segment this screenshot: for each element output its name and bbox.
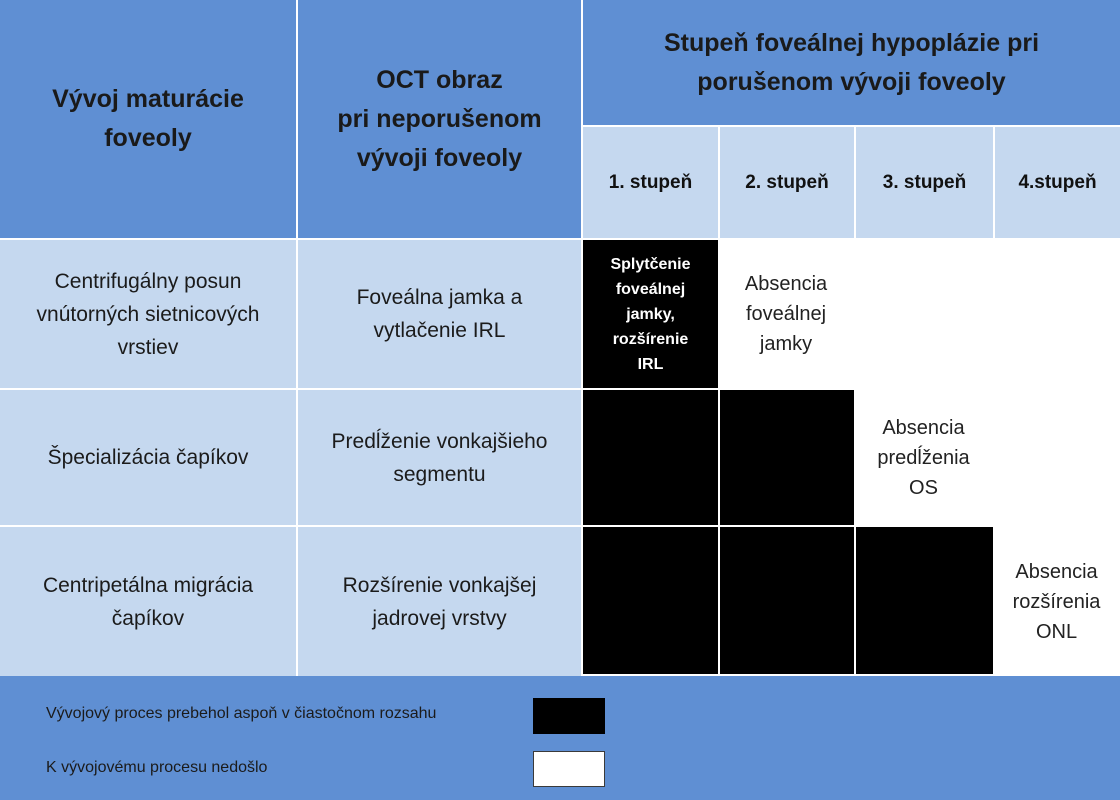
- legend-swatch-empty: [533, 751, 605, 787]
- legend-label-empty: K vývojovému procesu nedošlo: [46, 759, 268, 776]
- row3-absence-cell: Absencia rozšírenia ONL: [993, 527, 1120, 676]
- row2-oct: Predĺženie vonkajšieho segmentu: [298, 390, 581, 525]
- row1-oct: Foveálna jamka a vytlačenie IRL: [298, 240, 581, 388]
- row1-grade3-empty: [854, 240, 993, 388]
- row2-absence-cell: Absencia predĺženia OS: [854, 390, 993, 525]
- grade-4-header: 4.stupeň: [995, 127, 1120, 238]
- row1-absence-cell: Absencia foveálnej jamky: [718, 240, 854, 388]
- legend-label-filled: Vývojový proces prebehol aspoň v čiastočnom rozsahu: [46, 705, 437, 722]
- row2-process: Špecializácia čapíkov: [0, 390, 296, 525]
- legend-panel: [0, 676, 1120, 800]
- row1-grade1-filled: Splytčenie foveálnej jamky, rozšírenie IRL: [583, 240, 718, 388]
- row2-grade1-filled: [583, 390, 718, 525]
- grade-2-header: 2. stupeň: [720, 127, 854, 238]
- header-hypoplasia-grade: Stupeň foveálnej hypoplázie pri porušenom vývoji foveoly: [583, 0, 1120, 125]
- row2-grade4-empty: [993, 390, 1120, 525]
- legend-swatch-filled: [533, 698, 605, 734]
- row2-grade2-filled: [720, 390, 854, 525]
- row3-oct: Rozšírenie vonkajšej jadrovej vrstvy: [298, 527, 581, 676]
- grade-3-header: 3. stupeň: [856, 127, 993, 238]
- row3-process: Centripetálna migrácia čapíkov: [0, 527, 296, 676]
- row3-grade1-filled: [583, 527, 718, 674]
- grade-1-header: 1. stupeň: [583, 127, 718, 238]
- header-oct-image: OCT obraz pri neporušenom vývoji foveoly: [298, 0, 581, 238]
- row3-grade2-filled: [720, 527, 854, 674]
- row3-grade3-filled: [856, 527, 993, 674]
- row1-process: Centrifugálny posun vnútorných sietnicových vrstiev: [0, 240, 296, 388]
- header-development-maturation: Vývoj maturácie foveoly: [0, 0, 296, 238]
- row1-grade4-empty: [993, 240, 1120, 388]
